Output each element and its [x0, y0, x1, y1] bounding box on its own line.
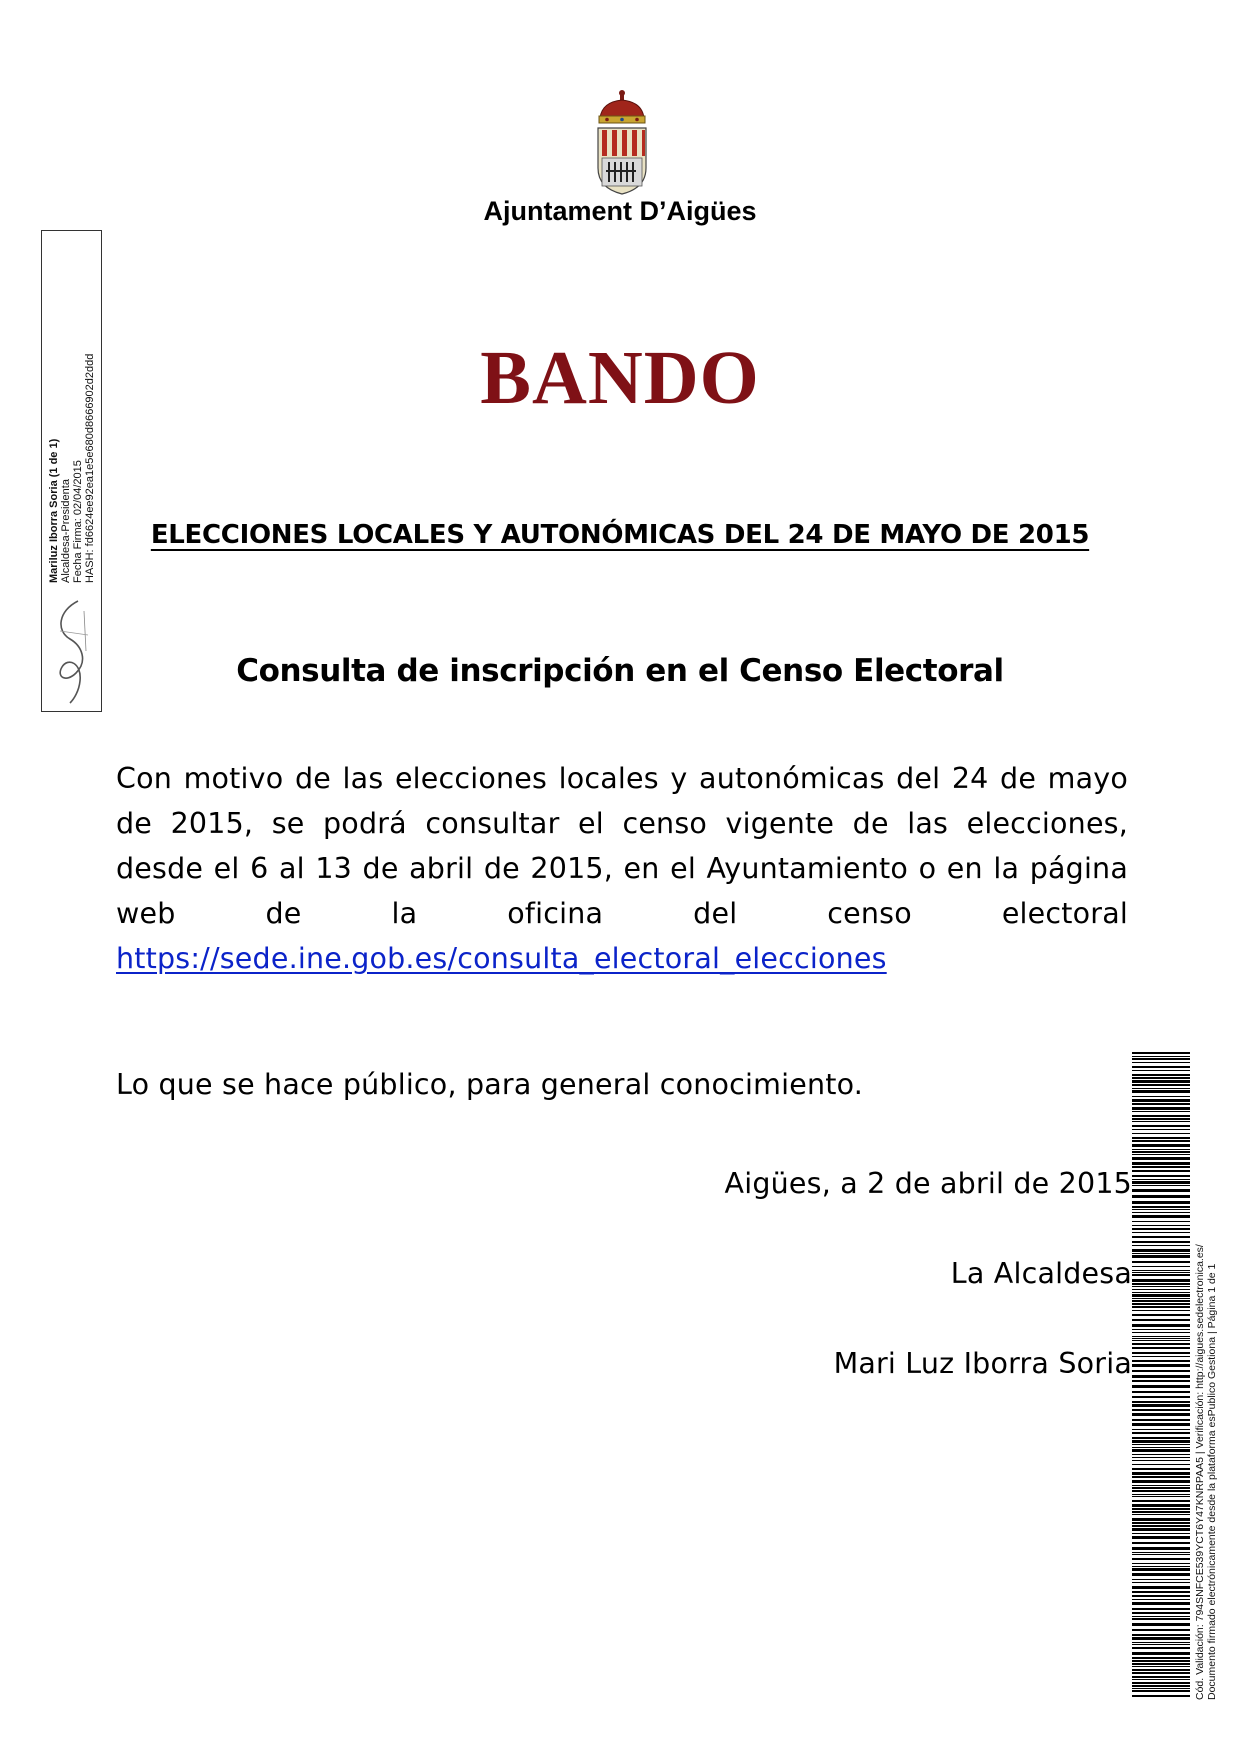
barcode-bar	[1132, 1149, 1190, 1150]
census-link[interactable]: https://sede.ine.gob.es/consulta_electoral_elecciones	[116, 942, 887, 975]
barcode-bar	[1132, 1062, 1190, 1063]
signature-role: Alcaldesa-Presidenta	[60, 479, 72, 583]
validation-platform: Documento firmado electrónicamente desde la plataforma esPublico Gestiona | Página 1 de 1	[1206, 1263, 1218, 1700]
barcode-bar	[1132, 1272, 1190, 1273]
barcode-bar	[1132, 1255, 1190, 1258]
barcode-bar	[1132, 1133, 1190, 1134]
barcode-bar	[1132, 1558, 1190, 1560]
barcode-bar	[1132, 1480, 1190, 1483]
barcode-bar	[1132, 1103, 1190, 1105]
barcode-bar	[1132, 1266, 1190, 1267]
handwritten-signature-icon	[48, 591, 98, 706]
barcode-bar	[1132, 1429, 1190, 1430]
barcode-bar	[1132, 1449, 1190, 1452]
barcode-bar	[1132, 1058, 1190, 1060]
signature-signer: Mariluz Iborra Soria (1 de 1)	[48, 438, 60, 583]
barcode-bar	[1132, 1440, 1190, 1443]
validation-code: Cód. Validación: 794SNFCE539YCT6Y47KNRPAA5 | Verificación: http://aigues.sedelectronica.es/	[1194, 1244, 1206, 1700]
barcode-bar	[1132, 1685, 1190, 1687]
barcode-bar	[1132, 1336, 1190, 1337]
barcode-bar	[1132, 1232, 1190, 1233]
barcode-bar	[1132, 1444, 1190, 1445]
barcode-bar	[1132, 1618, 1190, 1620]
barcode-bar	[1132, 1107, 1190, 1110]
body-paragraph	[116, 756, 1128, 981]
barcode-bar	[1132, 1189, 1190, 1192]
barcode-bar	[1132, 1195, 1190, 1198]
barcode-bar	[1132, 1616, 1190, 1617]
barcode-bar	[1132, 1672, 1190, 1674]
barcode-bar	[1132, 1612, 1190, 1614]
document-title: BANDO	[480, 336, 760, 420]
barcode-bar	[1132, 1676, 1190, 1678]
barcode-bar	[1132, 1595, 1190, 1597]
barcode-bar	[1132, 1162, 1190, 1165]
barcode-bar	[1132, 1310, 1190, 1311]
barcode-bar	[1132, 1573, 1190, 1576]
place-date: Aigües, a 2 de abril de 2015	[724, 1167, 1132, 1200]
barcode-bar	[1132, 1175, 1190, 1177]
barcode-bar	[1132, 1179, 1190, 1180]
barcode-bar	[1132, 1454, 1190, 1455]
barcode-bar	[1132, 1472, 1190, 1475]
barcode-bar	[1132, 1279, 1190, 1282]
barcode-bar	[1132, 1157, 1190, 1160]
barcode-bar	[1132, 1283, 1190, 1285]
barcode-bar	[1132, 1088, 1190, 1089]
barcode-bar	[1132, 1602, 1190, 1605]
barcode-bar	[1132, 1419, 1190, 1421]
validation-text	[1194, 1100, 1218, 1700]
validation-barcode	[1132, 1052, 1190, 1697]
barcode-bar	[1132, 1644, 1190, 1645]
body-line: Con motivo de las elecciones locales y autonómicas del 24 de mayo	[116, 762, 1128, 795]
barcode-bar	[1132, 1514, 1190, 1515]
barcode-bar	[1132, 1508, 1190, 1510]
barcode-bar	[1132, 1385, 1190, 1388]
barcode-bar	[1132, 1657, 1190, 1659]
barcode-bar	[1132, 1236, 1190, 1238]
barcode-bar	[1132, 1457, 1190, 1458]
closing-text: Lo que se hace público, para general conocimiento.	[116, 1068, 863, 1101]
body-line: web de la oficina del censo electoral	[116, 897, 1128, 930]
barcode-bar	[1132, 1432, 1190, 1434]
barcode-bar	[1132, 1056, 1190, 1057]
barcode-bar	[1132, 1070, 1190, 1071]
barcode-bar	[1132, 1490, 1190, 1492]
barcode-bar	[1132, 1568, 1190, 1571]
barcode-bar	[1132, 1166, 1190, 1168]
barcode-bar	[1132, 1679, 1190, 1680]
barcode-bar	[1132, 1154, 1190, 1155]
barcode-bar	[1132, 1052, 1190, 1054]
barcode-bar	[1132, 1228, 1190, 1230]
barcode-bar	[1132, 1504, 1190, 1507]
barcode-bar	[1132, 1319, 1190, 1321]
barcode-bar	[1132, 1396, 1190, 1398]
barcode-bar	[1132, 1090, 1190, 1093]
barcode-bar	[1132, 1298, 1190, 1299]
body-line: de 2015, se podrá consultar el censo vigente de las elecciones,	[116, 807, 1128, 840]
barcode-bar	[1132, 1391, 1190, 1393]
barcode-bar	[1132, 1306, 1190, 1308]
barcode-bar	[1132, 1329, 1190, 1330]
barcode-bar	[1132, 1206, 1190, 1208]
barcode-bar	[1132, 1221, 1190, 1222]
barcode-bar	[1132, 1511, 1190, 1513]
barcode-bar	[1132, 1274, 1190, 1276]
barcode-bar	[1132, 1669, 1190, 1671]
barcode-bar	[1132, 1695, 1190, 1697]
barcode-bar	[1132, 1608, 1190, 1610]
signature-date: Fecha Firma: 02/04/2015	[72, 460, 84, 583]
barcode-bar	[1132, 1253, 1190, 1254]
barcode-bar	[1132, 1140, 1190, 1142]
barcode-bar	[1132, 1352, 1190, 1354]
barcode-bar	[1132, 1533, 1190, 1534]
barcode-bar	[1132, 1690, 1190, 1692]
barcode-bar	[1132, 1380, 1190, 1382]
barcode-bar	[1132, 1629, 1190, 1631]
barcode-bar	[1132, 1637, 1190, 1640]
barcode-bar	[1132, 1099, 1190, 1102]
barcode-bar	[1132, 1554, 1190, 1555]
barcode-bar	[1132, 1634, 1190, 1636]
barcode-bar	[1132, 1528, 1190, 1531]
barcode-bar	[1132, 1647, 1190, 1649]
barcode-bar	[1132, 1370, 1190, 1372]
barcode-bar	[1132, 1077, 1190, 1079]
barcode-bar	[1132, 1566, 1190, 1567]
barcode-bar	[1132, 1215, 1190, 1218]
barcode-bar	[1132, 1249, 1190, 1252]
barcode-bar	[1132, 1118, 1190, 1120]
barcode-bar	[1132, 1547, 1190, 1550]
barcode-bar	[1132, 1599, 1190, 1600]
municipal-crest-icon	[592, 88, 652, 198]
barcode-bar	[1132, 1642, 1190, 1643]
barcode-bar	[1132, 1181, 1190, 1184]
barcode-bar	[1132, 1289, 1190, 1290]
barcode-bar	[1132, 1125, 1190, 1127]
barcode-bar	[1132, 1404, 1190, 1407]
signer-name: Mari Luz Iborra Soria	[833, 1347, 1132, 1380]
barcode-bar	[1132, 1212, 1190, 1213]
barcode-bar	[1132, 1121, 1190, 1122]
barcode-bar	[1132, 1476, 1190, 1478]
barcode-bar	[1132, 1518, 1190, 1521]
signature-details	[48, 243, 96, 583]
barcode-bar	[1132, 1340, 1190, 1341]
barcode-bar	[1132, 1460, 1190, 1461]
barcode-bar	[1132, 1536, 1190, 1539]
barcode-bar	[1132, 1525, 1190, 1527]
barcode-bar	[1132, 1261, 1190, 1263]
barcode-bar	[1132, 1137, 1190, 1139]
barcode-bar	[1132, 1464, 1190, 1465]
barcode-bar	[1132, 1245, 1190, 1246]
barcode-bar	[1132, 1563, 1190, 1564]
barcode-bar	[1132, 1542, 1190, 1544]
barcode-bar	[1132, 1292, 1190, 1293]
barcode-bar	[1132, 1447, 1190, 1448]
barcode-bar	[1132, 1375, 1190, 1378]
barcode-bar	[1132, 1500, 1190, 1502]
electronic-signature-box	[41, 230, 102, 712]
barcode-bar	[1132, 1151, 1190, 1153]
barcode-bar	[1132, 1623, 1190, 1626]
barcode-bar	[1132, 1074, 1190, 1076]
barcode-bar	[1132, 1129, 1190, 1130]
barcode-bar	[1132, 1423, 1190, 1426]
barcode-bar	[1132, 1241, 1190, 1243]
barcode-bar	[1132, 1096, 1190, 1097]
barcode-bar	[1132, 1347, 1190, 1349]
barcode-bar	[1132, 1652, 1190, 1655]
barcode-bar	[1132, 1294, 1190, 1297]
signature-hash: HASH: fd6624ee92ea1e5e680d8666902d2ddd	[84, 353, 96, 583]
barcode-bar	[1132, 1324, 1190, 1327]
barcode-bar	[1132, 1225, 1190, 1226]
barcode-bar	[1132, 1485, 1190, 1486]
barcode-bar	[1132, 1663, 1190, 1665]
signer-role: La Alcaldesa	[950, 1257, 1132, 1290]
headline: ELECCIONES LOCALES Y AUTONÓMICAS DEL 24 DE MAYO DE 2015	[150, 520, 1090, 550]
barcode-bar	[1132, 1688, 1190, 1689]
barcode-bar	[1132, 1579, 1190, 1580]
barcode-bar	[1132, 1270, 1190, 1271]
barcode-bar	[1132, 1338, 1190, 1339]
barcode-bar	[1132, 1084, 1190, 1086]
barcode-bar	[1132, 1201, 1190, 1204]
barcode-bar	[1132, 1660, 1190, 1662]
barcode-bar	[1132, 1586, 1190, 1589]
barcode-bar	[1132, 1066, 1190, 1068]
barcode-bar	[1132, 1080, 1190, 1083]
barcode-bar	[1132, 1343, 1190, 1345]
barcode-bar	[1132, 1303, 1190, 1305]
barcode-bar	[1132, 1144, 1190, 1147]
barcode-bar	[1132, 1111, 1190, 1112]
barcode-bar	[1132, 1487, 1190, 1489]
barcode-bar	[1132, 1209, 1190, 1210]
barcode-bar	[1132, 1170, 1190, 1172]
barcode-bar	[1132, 1413, 1190, 1416]
barcode-bar	[1132, 1401, 1190, 1403]
barcode-bar	[1132, 1360, 1190, 1362]
institution-name: Ajuntament D’Aigües	[483, 196, 757, 226]
barcode-bar	[1132, 1522, 1190, 1524]
barcode-bar	[1132, 1115, 1190, 1117]
barcode-bar	[1132, 1682, 1190, 1684]
barcode-bar	[1132, 1364, 1190, 1367]
barcode-bar	[1132, 1582, 1190, 1583]
barcode-bar	[1132, 1591, 1190, 1593]
barcode-bar	[1132, 1286, 1190, 1287]
barcode-bar	[1132, 1437, 1190, 1439]
barcode-bar	[1132, 1314, 1190, 1316]
subheadline: Consulta de inscripción en el Censo Electoral	[236, 653, 1004, 689]
barcode-bar	[1132, 1409, 1190, 1411]
barcode-bar	[1132, 1552, 1190, 1553]
barcode-bar	[1132, 1496, 1190, 1497]
barcode-bar	[1132, 1356, 1190, 1357]
barcode-bar	[1132, 1666, 1190, 1667]
barcode-bar	[1132, 1494, 1190, 1495]
barcode-bar	[1132, 1332, 1190, 1333]
barcode-bar	[1132, 1468, 1190, 1470]
barcode-bar	[1132, 1300, 1190, 1302]
body-line: desde el 6 al 13 de abril de 2015, en el Ayuntamiento o en la página	[116, 852, 1128, 885]
barcode-bar	[1132, 1185, 1190, 1186]
